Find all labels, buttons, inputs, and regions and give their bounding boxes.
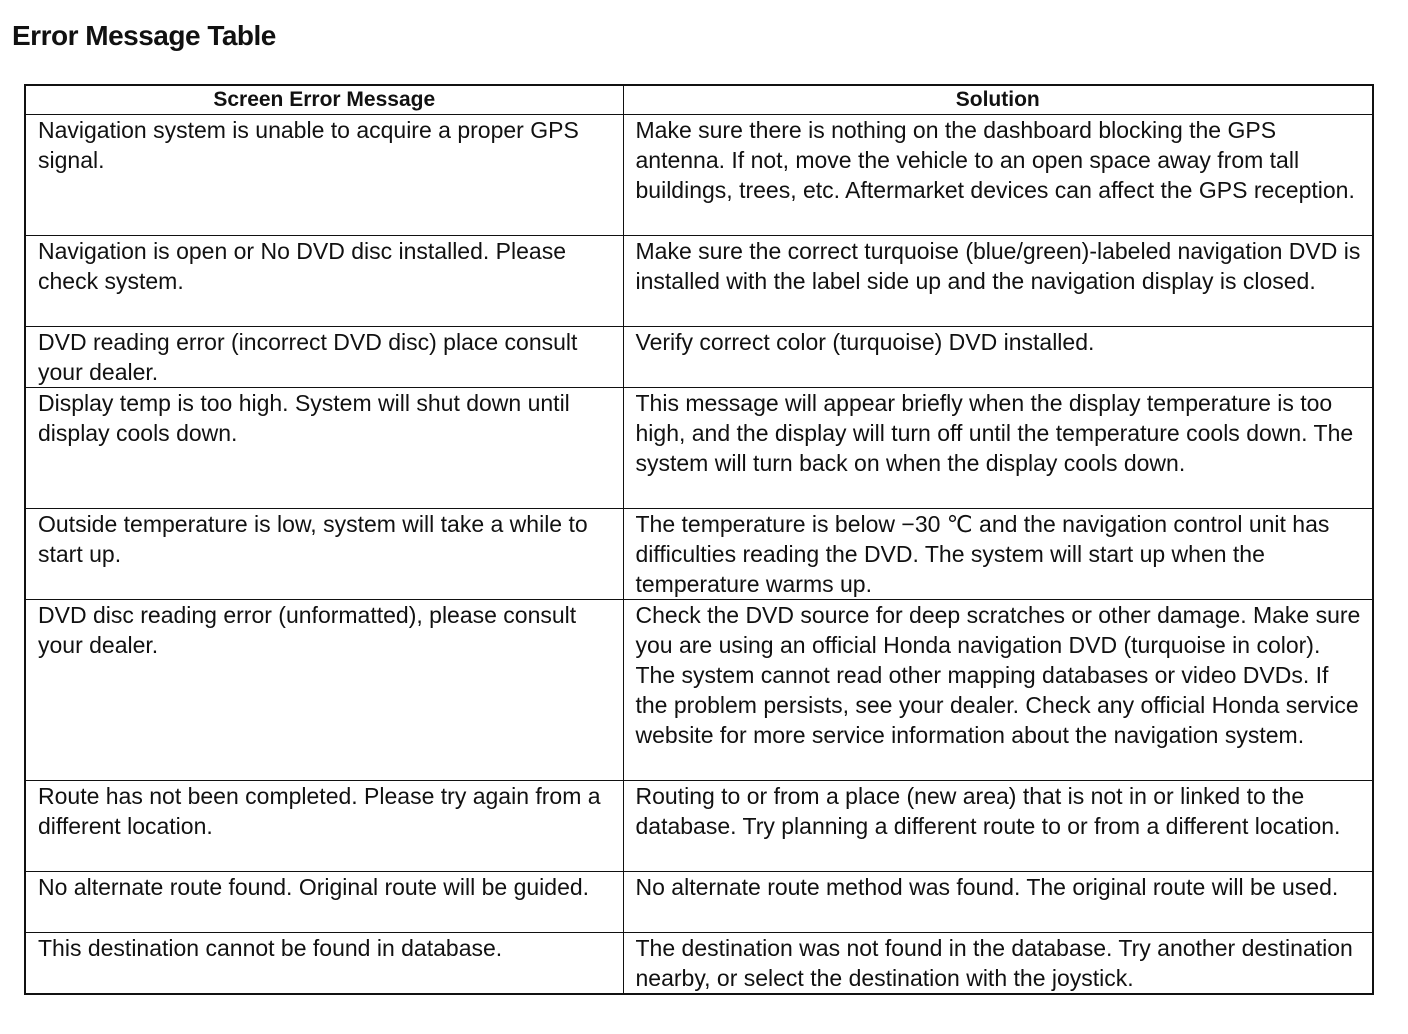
solution-cell: This message will appear briefly when the display temperature is too high, and the display will turn off until the temperature cools down. The system will turn back on when the display cools down. bbox=[623, 388, 1373, 509]
page-title: Error Message Table bbox=[12, 20, 276, 51]
table-row bbox=[25, 115, 1373, 236]
error-message-cell: DVD reading error (incorrect DVD disc) place consult your dealer. bbox=[25, 327, 623, 388]
solution-cell: Verify correct color (turquoise) DVD installed. bbox=[623, 327, 1373, 388]
table-row bbox=[25, 872, 1373, 933]
error-message-table bbox=[24, 84, 1374, 995]
table-row bbox=[25, 327, 1373, 388]
table-row bbox=[25, 509, 1373, 600]
solution-cell: No alternate route method was found. The original route will be used. bbox=[623, 872, 1373, 933]
solution-cell: The temperature is below −30 ℃ and the navigation control unit has difficulties reading the DVD. The system will start up when the temperature warms up. bbox=[623, 509, 1373, 600]
error-message-cell: This destination cannot be found in database. bbox=[25, 933, 623, 995]
solution-cell: Make sure the correct turquoise (blue/green)-labeled navigation DVD is installed with the label side up and the navigation display is closed. bbox=[623, 236, 1373, 327]
solution-cell: Routing to or from a place (new area) that is not in or linked to the database. Try planning a different route to or from a different location. bbox=[623, 781, 1373, 872]
error-message-cell: Navigation is open or No DVD disc installed. Please check system. bbox=[25, 236, 623, 327]
table-row bbox=[25, 781, 1373, 872]
table-header-row bbox=[25, 85, 1373, 115]
solution-cell: Check the DVD source for deep scratches or other damage. Make sure you are using an official Honda navigation DVD (turquoise in color). The system cannot read other mapping databases or video DVDs. If the problem persists, see your dealer. Check any official Honda service website for more service information about the navigation system. bbox=[623, 600, 1373, 781]
error-message-cell: Outside temperature is low, system will take a while to start up. bbox=[25, 509, 623, 600]
error-message-cell: Navigation system is unable to acquire a proper GPS signal. bbox=[25, 115, 623, 236]
table-row bbox=[25, 933, 1373, 995]
header-solution: Solution bbox=[623, 85, 1373, 115]
table-row bbox=[25, 388, 1373, 509]
error-message-cell: DVD disc reading error (unformatted), please consult your dealer. bbox=[25, 600, 623, 781]
solution-cell: Make sure there is nothing on the dashboard blocking the GPS antenna. If not, move the vehicle to an open space away from tall buildings, trees, etc. Aftermarket devices can affect the GPS reception. bbox=[623, 115, 1373, 236]
error-message-cell: No alternate route found. Original route will be guided. bbox=[25, 872, 623, 933]
solution-cell: The destination was not found in the database. Try another destination nearby, or select the destination with the joystick. bbox=[623, 933, 1373, 995]
table-row bbox=[25, 600, 1373, 781]
error-message-cell: Route has not been completed. Please try again from a different location. bbox=[25, 781, 623, 872]
table-row bbox=[25, 236, 1373, 327]
header-screen-error-message: Screen Error Message bbox=[25, 85, 623, 115]
error-message-cell: Display temp is too high. System will shut down until display cools down. bbox=[25, 388, 623, 509]
